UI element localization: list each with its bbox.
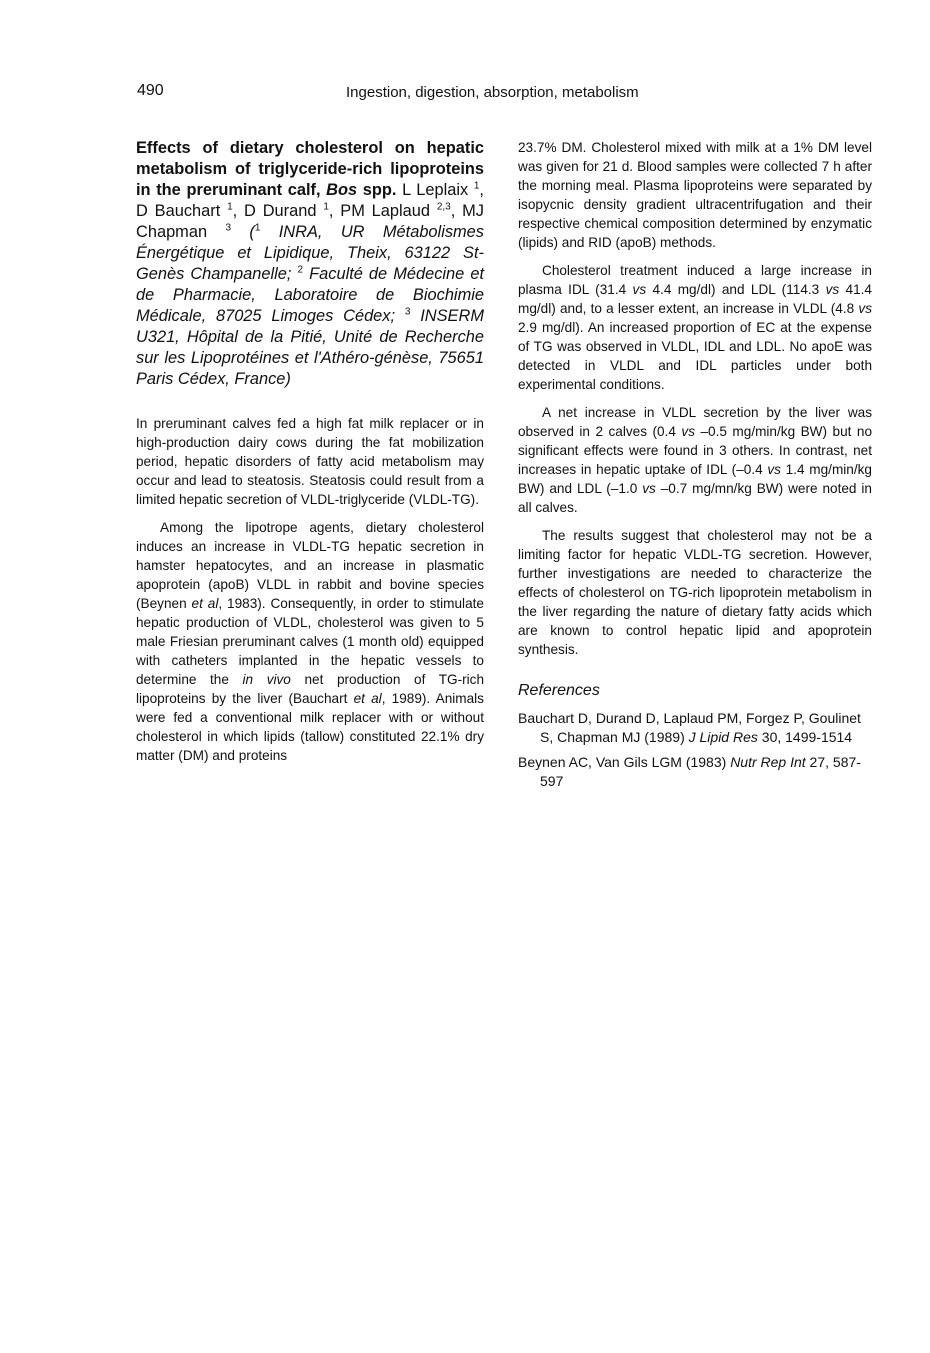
author-name: , MJ Chapman	[136, 202, 484, 241]
body-paragraph	[136, 518, 484, 765]
author-sup: 2,3	[436, 201, 451, 213]
text-run: 1.4 mg/min/kg BW) and LDL (–1.0	[518, 462, 872, 496]
text-run: , 1989). Animals were fed a conventional milk replacer with or without cholesterol in which lipids (tallow) constituted 22.1% dry matter (DM) and proteins	[136, 691, 484, 763]
author-sup: 1	[323, 201, 329, 213]
body-paragraph: The results suggest that cholesterol may not be a limiting factor for hepatic VLDL-TG secretion. However, further investigations are needed to characterize the effects of cholesterol on TG-rich lipoprotein metabolism in the liver regarding the nature of dietary fatty acids which are known to control hepatic lipid and apoprotein synthesis.	[518, 528, 872, 657]
article-title-genus: Bos	[326, 181, 358, 199]
article-title-tail: spp.	[357, 181, 397, 199]
text-run: A net increase in VLDL secretion by the liver was observed in 2 calves (0.4	[518, 405, 872, 439]
author-name: , D Durand	[232, 202, 324, 220]
body-paragraph: 23.7% DM. Cholesterol mixed with milk at a 1% DM level was given for 21 d. Blood samples were collected 7 h after the morning meal. Plasma lipoproteins were separated by isopycnic density gradient ultracentrifugation and their respective chemical composition determined by enzymatic (lipids) and RID (apoB) methods.	[518, 140, 872, 250]
author-name: , PM Laplaud	[328, 202, 437, 220]
left-column	[136, 138, 484, 765]
text-run: –0.7 mg/mn/kg BW) were noted in all calves.	[518, 481, 872, 515]
text-run-italic: vs	[825, 282, 840, 297]
affiliation: INRA, UR Métabolismes Énergétique et Lipidique, Theix, 63122 St-Genès Champanelle;	[136, 223, 484, 283]
reference-tail: 27, 587-597	[540, 754, 861, 789]
author-sup: 1	[227, 201, 233, 213]
text-run: net production of TG-rich lipoproteins by the liver (Bauchart	[136, 672, 485, 706]
affiliation: INSERM U321, Hôpital de la Pitié, Unité de Recherche sur les Lipoprotéines et l'Athéro-génèse, 75651 Paris Cédex, France)	[136, 307, 484, 388]
reference-journal: Nutr Rep Int	[730, 754, 806, 770]
text-run-italic: vs	[642, 481, 656, 496]
author-sup: 3	[225, 222, 231, 234]
references-heading: References	[518, 682, 600, 699]
article-title-block	[136, 138, 484, 390]
article-title: Effects of dietary cholesterol on hepatic metabolism of triglyceride-rich lipoproteins in the preruminant calf,	[136, 139, 484, 199]
text-run: , 1983). Consequently, in order to stimulate hepatic production of VLDL, cholesterol was given to 5 male Friesian preruminant calves (1 month old) equipped with catheters implanted in the hepatic vessels to determine the	[136, 596, 484, 687]
right-column	[518, 138, 872, 797]
affiliation-sup: 2	[297, 264, 304, 276]
text-run: –0.5 mg/min/kg BW) but no significant effects were found in 3 others. In contrast, net increases in hepatic uptake of IDL (–0.4	[518, 424, 873, 477]
text-run-italic: et al	[353, 691, 382, 706]
text-run-italic: vs	[767, 462, 781, 477]
text-run: 2.9 mg/dl). An increased proportion of EC at the expense of TG was observed in VLDL, IDL and LDL. No apoE was detected in VLDL and IDL particles under both experimental conditions.	[518, 320, 872, 392]
affiliation-prefix: (	[231, 223, 255, 241]
body-paragraph	[518, 261, 872, 394]
text-run-italic: vs	[681, 424, 696, 439]
text-run: 4.4 mg/dl) and LDL (114.3	[646, 282, 826, 297]
page-header	[0, 82, 930, 106]
running-head: Ingestion, digestion, absorption, metabolism	[346, 84, 639, 101]
reference-journal: J Lipid Res	[688, 729, 758, 745]
reference-item	[518, 709, 872, 747]
page-number: 490	[137, 82, 164, 99]
author-name: L Leplaix	[396, 181, 474, 199]
text-run: Cholesterol treatment induced a large increase in plasma IDL (31.4	[518, 263, 872, 297]
affiliation: Faculté de Médecine et de Pharmacie, Laboratoire de Biochimie Médicale, 87025 Limoges Cédex;	[136, 265, 484, 325]
text-run: Among the lipotrope agents, dietary cholesterol induces an increase in VLDL-TG hepatic secretion in hamster hepatocytes, and an increase in plasmatic apoprotein (apoB) VLDL in rabbit and bovine species (Beynen	[136, 520, 484, 611]
text-run-italic: et al	[191, 596, 219, 611]
text-run-italic: vs	[858, 301, 872, 316]
text-run-italic: in vivo	[242, 672, 291, 687]
affiliation-sup: 1	[254, 222, 261, 234]
affiliation-sup: 3	[404, 306, 411, 318]
body-paragraph: In preruminant calves fed a high fat milk replacer or in high-production dairy cows during the fat mobilization period, hepatic disorders of fatty acid metabolism may occur and lead to steatosis. Steatosis could result from a limited hepatic secretion of VLDL-triglyceride (VLDL-TG).	[136, 416, 484, 507]
reference-tail: 30, 1499-1514	[757, 729, 853, 745]
reference-text: Beynen AC, Van Gils LGM (1983)	[518, 754, 731, 770]
text-run: 41.4 mg/dl) and, to a lesser extent, an increase in VLDL (4.8	[518, 282, 872, 316]
reference-text: Bauchart D, Durand D, Laplaud PM, Forgez P, Goulinet S, Chapman MJ (1989)	[518, 710, 861, 745]
author-sup: 1	[473, 180, 480, 192]
body-paragraph	[518, 403, 872, 517]
reference-item	[518, 753, 872, 791]
text-run-italic: vs	[632, 282, 647, 297]
author-name: , D Bauchart	[136, 181, 484, 220]
